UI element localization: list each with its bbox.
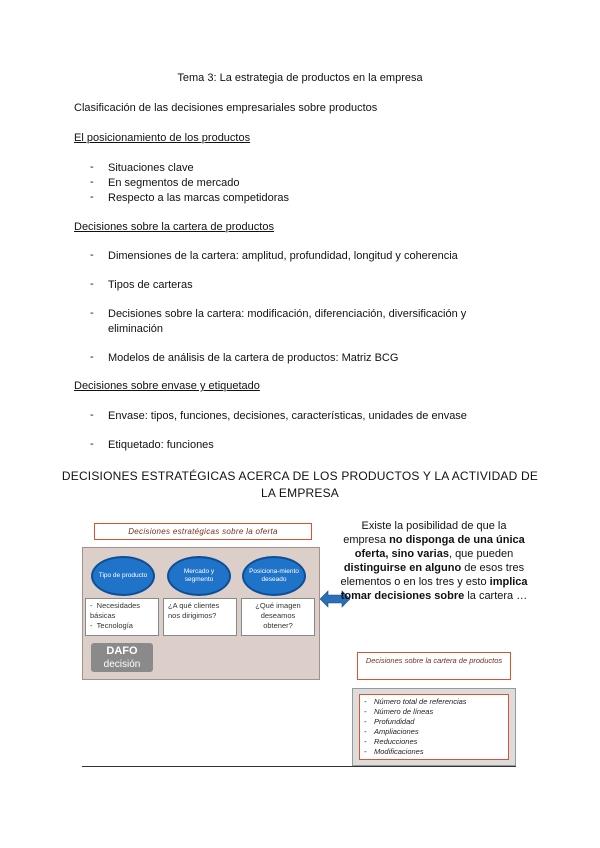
cartera-item: - Número de líneas: [364, 707, 434, 716]
cartera-item: - Número total de referencias: [364, 697, 467, 706]
bullet: -: [90, 249, 94, 261]
cartera-list: [359, 694, 509, 760]
bullet: -: [90, 161, 94, 173]
bullet: -: [90, 307, 94, 319]
oval-mercado-segmento: Mercado y segmento: [167, 556, 231, 596]
bullet: -: [90, 438, 94, 450]
bullet: -: [90, 278, 94, 290]
cartera-panel: [352, 688, 516, 766]
dafo-title: DAFO: [106, 645, 138, 657]
subtitle: Clasificación de las decisiones empresariales sobre productos: [74, 102, 378, 114]
cell-item: - Tecnología: [90, 621, 133, 630]
cell-tipo: [85, 598, 159, 636]
bullet: -: [90, 409, 94, 421]
cartera-item: - Reducciones: [364, 737, 418, 746]
bullet: -: [90, 191, 94, 203]
cartera-label: Decisiones sobre la cartera de productos: [357, 652, 511, 680]
cell-item: - Necesidades básicas: [90, 601, 141, 620]
cell-mercado: ¿A qué clientes nos dirigimos?: [163, 598, 237, 636]
section-heading-posicionamiento: El posicionamiento de los productos: [74, 132, 251, 144]
oval-posicionamiento: Posiciona-miento deseado: [242, 556, 306, 596]
section-heading-envase: Decisiones sobre envase y etiquetado: [74, 380, 260, 392]
oferta-label: Decisiones estratégicas sobre la oferta: [94, 523, 312, 540]
side-text: Existe la posibilidad de que la empresa no disponga de una única oferta, sino varias, que pueden distinguirse en alguno de esos tres elementos o en los tres y esto implica tomar decisiones sobre la cartera …: [340, 520, 528, 602]
cartera-item: - Ampliaciones: [364, 727, 419, 736]
page-title: Tema 3: La estrategia de productos en la empresa: [177, 72, 423, 84]
oval-tipo-producto: Tipo de producto: [91, 556, 155, 596]
section-heading-decisiones-estrategicas: DECISIONES ESTRATÉGICAS ACERCA DE LOS PRODUCTOS Y LA ACTIVIDAD DE LA EMPRESA: [61, 469, 539, 500]
section-heading-cartera: Decisiones sobre la cartera de productos: [74, 221, 274, 233]
bullet: -: [90, 351, 94, 363]
dafo-subtitle: decisión: [103, 659, 141, 670]
dafo-badge: [91, 643, 153, 672]
divider: [82, 766, 516, 767]
cartera-item: - Profundidad: [364, 717, 415, 726]
cartera-item: - Modificaciones: [364, 747, 424, 756]
cell-posicionamiento: ¿Qué imagen deseamos obtener?: [241, 598, 315, 636]
bullet: -: [90, 176, 94, 188]
